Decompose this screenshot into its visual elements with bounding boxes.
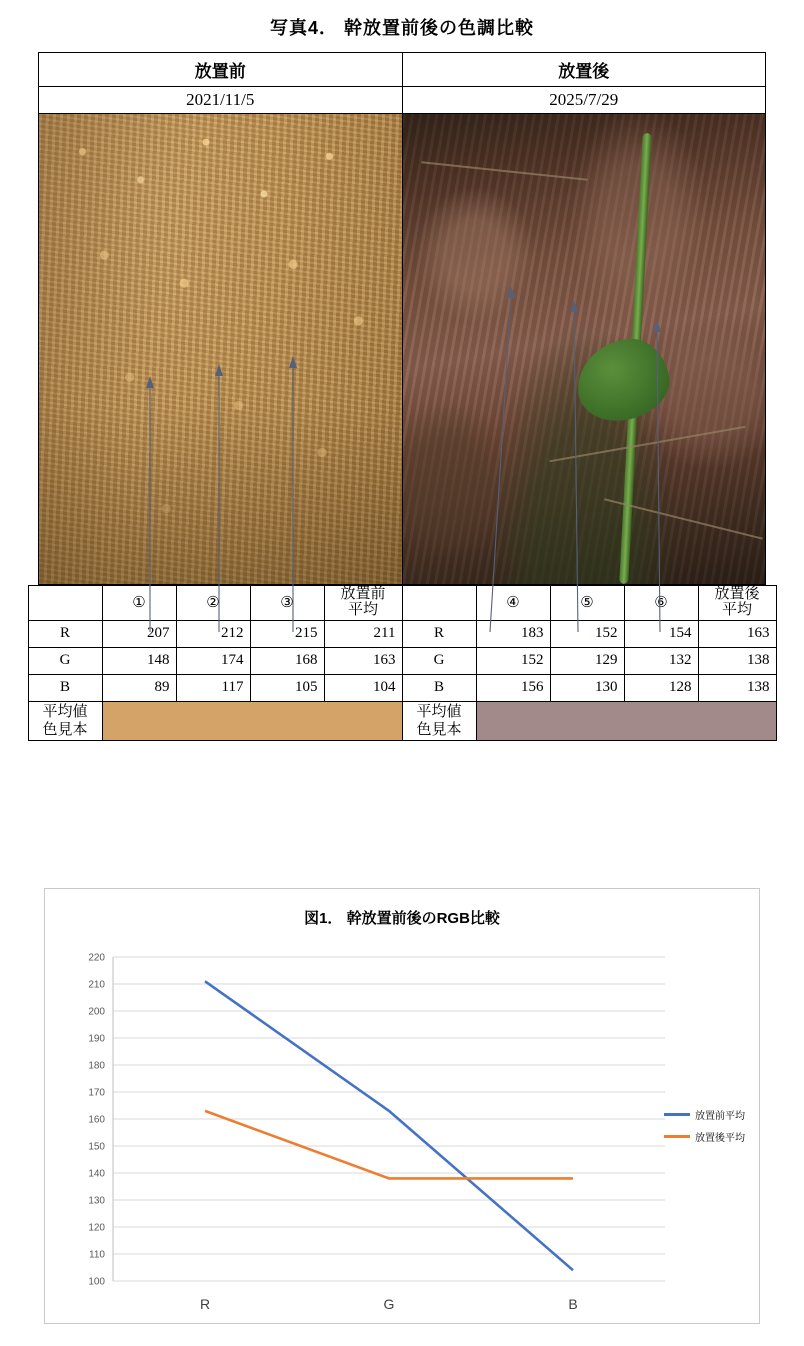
table-row: [28, 647, 776, 674]
row-channel-b-left: B: [28, 674, 102, 701]
r-after-avg: 163: [698, 620, 776, 647]
after-color-swatch: [476, 701, 776, 740]
after-average-header-l2: 平均: [721, 601, 752, 618]
before-swatch-label: [28, 701, 102, 740]
after-average-header: [698, 586, 776, 621]
chart-y-axis-labels: [88, 953, 105, 1288]
photo-header-row: [39, 53, 766, 87]
before-date: 2021/11/5: [39, 87, 403, 114]
row-channel-g-left: G: [28, 647, 102, 674]
svg-text:190: 190: [88, 1033, 105, 1045]
row-channel-r-right: R: [402, 620, 476, 647]
b-before-3: 105: [250, 674, 324, 701]
after-swatch-label-l1: 平均値: [416, 703, 462, 720]
chart-x-axis-labels: [200, 1296, 578, 1312]
rgb-comparison-chart: [44, 888, 760, 1324]
plant-leaf: [571, 334, 673, 426]
before-color-swatch: [102, 701, 402, 740]
g-before-2: 174: [176, 647, 250, 674]
svg-text:170: 170: [88, 1087, 105, 1099]
left-corner-cell: [28, 586, 102, 621]
g-before-3: 168: [250, 647, 324, 674]
legend-label-after: 放置後平均: [695, 1133, 745, 1144]
table-row: [28, 620, 776, 647]
marker-2-header: ②: [176, 586, 250, 621]
rgb-header-row: [28, 586, 776, 621]
page-title: 写真4． 幹放置前後の色調比較: [269, 18, 534, 38]
chart-canvas: [45, 889, 761, 1325]
svg-text:200: 200: [88, 1006, 105, 1018]
marker-5-header: ⑤: [550, 586, 624, 621]
after-swatch-label-l2: 色見本: [416, 721, 462, 738]
photo-comparison-table: [38, 52, 766, 585]
after-label: 放置後: [402, 53, 766, 87]
table-row: [28, 674, 776, 701]
legend-item-before: [664, 1107, 745, 1122]
svg-text:100: 100: [88, 1276, 105, 1288]
chart-legend: [664, 1107, 745, 1151]
right-corner-cell: [402, 586, 476, 621]
b-after-avg: 138: [698, 674, 776, 701]
b-before-avg: 104: [324, 674, 402, 701]
bark-photo-before: [39, 114, 402, 584]
svg-text:210: 210: [88, 979, 105, 991]
color-swatch-row: [28, 701, 776, 740]
g-after-avg: 138: [698, 647, 776, 674]
bark-photo-after: [403, 114, 766, 584]
b-after-4: 156: [476, 674, 550, 701]
r-before-avg: 211: [324, 620, 402, 647]
b-before-2: 117: [176, 674, 250, 701]
r-after-5: 152: [550, 620, 624, 647]
twig-2: [549, 426, 746, 463]
svg-text:160: 160: [88, 1114, 105, 1126]
svg-text:B: B: [568, 1296, 578, 1312]
row-channel-g-right: G: [402, 647, 476, 674]
marker-6-header: ⑥: [624, 586, 698, 621]
before-average-header-l1: 放置前: [340, 586, 386, 602]
chart-title: 図1． 幹放置前後のRGB比較: [304, 910, 500, 927]
after-swatch-label: [402, 701, 476, 740]
after-photo-cell: [402, 114, 766, 585]
svg-text:R: R: [199, 1296, 211, 1312]
svg-text:120: 120: [88, 1222, 105, 1234]
svg-text:130: 130: [88, 1195, 105, 1207]
svg-text:150: 150: [88, 1141, 105, 1153]
marker-3-header: ③: [250, 586, 324, 621]
b-before-1: 89: [102, 674, 176, 701]
svg-text:140: 140: [88, 1168, 105, 1180]
legend-label-before: 放置前平均: [695, 1111, 745, 1122]
r-after-6: 154: [624, 620, 698, 647]
g-before-avg: 163: [324, 647, 402, 674]
marker-1-header: ①: [102, 586, 176, 621]
photo-image-row: [39, 114, 766, 585]
svg-text:110: 110: [89, 1249, 105, 1261]
photo-date-row: [39, 87, 766, 114]
marker-4-header: ④: [476, 586, 550, 621]
b-after-5: 130: [550, 674, 624, 701]
g-before-1: 148: [102, 647, 176, 674]
r-before-3: 215: [250, 620, 324, 647]
before-photo-cell: [39, 114, 403, 585]
after-date: 2025/7/29: [402, 87, 766, 114]
b-after-6: 128: [624, 674, 698, 701]
svg-text:180: 180: [88, 1060, 105, 1072]
before-swatch-label-l2: 色見本: [42, 721, 88, 738]
legend-swatch-before: [664, 1113, 690, 1116]
g-after-4: 152: [476, 647, 550, 674]
rgb-data-table: [28, 585, 777, 741]
g-after-5: 129: [550, 647, 624, 674]
row-channel-r-left: R: [28, 620, 102, 647]
g-after-6: 132: [624, 647, 698, 674]
chart-gridlines: [113, 957, 665, 1281]
before-average-header: [324, 586, 402, 621]
svg-text:G: G: [383, 1296, 395, 1312]
before-average-header-l2: 平均: [347, 601, 378, 618]
svg-text:220: 220: [88, 952, 105, 964]
before-label: 放置前: [39, 53, 403, 87]
legend-swatch-after: [664, 1135, 690, 1138]
twig-1: [421, 162, 587, 181]
r-before-1: 207: [102, 620, 176, 647]
legend-item-after: [664, 1129, 745, 1144]
after-average-header-l1: 放置後: [714, 586, 760, 602]
row-channel-b-right: B: [402, 674, 476, 701]
before-swatch-label-l1: 平均値: [42, 703, 88, 720]
r-before-2: 212: [176, 620, 250, 647]
r-after-4: 183: [476, 620, 550, 647]
